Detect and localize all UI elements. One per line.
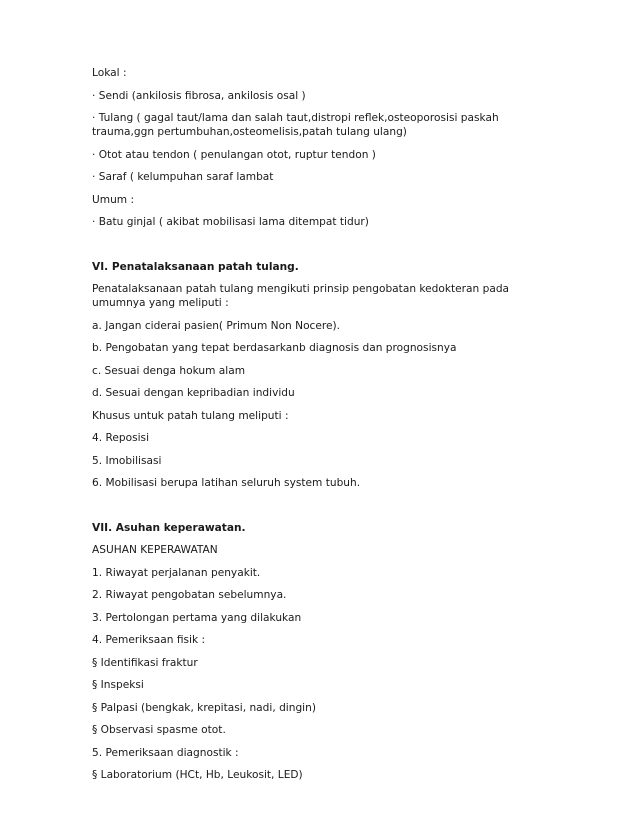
local-item-joint: · Sendi (ankilosis fibrosa, ankilosis osal ): [92, 89, 306, 102]
care-item: § Laboratorium (HCt, Hb, Leukosit, LED): [92, 769, 303, 781]
section-vii-subheading: ASUHAN KEPERAWATAN: [92, 544, 218, 556]
care-item: 2. Riwayat pengobatan sebelumnya.: [92, 589, 287, 601]
care-item: § Identifikasi fraktur: [92, 656, 198, 669]
section-gap: [92, 499, 522, 521]
special-item-reposition: 4. Reposisi: [92, 432, 150, 444]
special-item-immobilization: 5. Imobilisasi: [92, 454, 162, 467]
care-item: § Palpasi (bengkak, krepitasi, nadi, dingin): [92, 701, 316, 714]
care-item: 1. Riwayat perjalanan penyakit.: [92, 566, 261, 579]
section-vi-heading: VI. Penatalaksanaan patah tulang.: [92, 260, 299, 273]
care-item: 5. Pemeriksaan diagnostik :: [92, 746, 239, 759]
section-vi-intro: Penatalaksanaan patah tulang mengikuti prinsip pengobatan kedokteran pada umumnya yang meliputi :: [92, 283, 510, 309]
general-label: Umum :: [92, 193, 135, 206]
care-item: § Inspeksi: [92, 679, 144, 691]
care-item: 4. Pemeriksaan fisik :: [92, 634, 206, 646]
local-label: Lokal :: [92, 67, 127, 79]
special-label: Khusus untuk patah tulang meliputi :: [92, 409, 289, 422]
local-item-muscle: · Otot atau tendon ( penulangan otot, ruptur tendon ): [92, 148, 376, 161]
principle-b: b. Pengobatan yang tepat berdasarkanb diagnosis dan prognosisnya: [92, 342, 457, 354]
section-vii-heading: VII. Asuhan keperawatan.: [92, 521, 246, 534]
document-page: [92, 66, 522, 791]
section-gap: [92, 238, 522, 260]
local-item-nerve: · Saraf ( kelumpuhan saraf lambat: [92, 171, 274, 183]
principle-c: c. Sesuai denga hokum alam: [92, 364, 246, 377]
principle-a: a. Jangan ciderai pasien( Primum Non Nocere).: [92, 319, 341, 332]
care-item: 3. Pertolongan pertama yang dilakukan: [92, 611, 302, 624]
local-item-bone: · Tulang ( gagal taut/lama dan salah taut,distropi reflek,osteoporosisi paskah trauma,ggn pertumbuhan,osteomelisis,patah tulang ulang): [92, 112, 499, 138]
special-item-mobilization: 6. Mobilisasi berupa latihan seluruh system tubuh.: [92, 477, 361, 489]
care-item: § Observasi spasme otot.: [92, 724, 226, 736]
principle-d: d. Sesuai dengan kepribadian individu: [92, 387, 295, 399]
general-item-kidney: · Batu ginjal ( akibat mobilisasi lama ditempat tidur): [92, 216, 369, 228]
